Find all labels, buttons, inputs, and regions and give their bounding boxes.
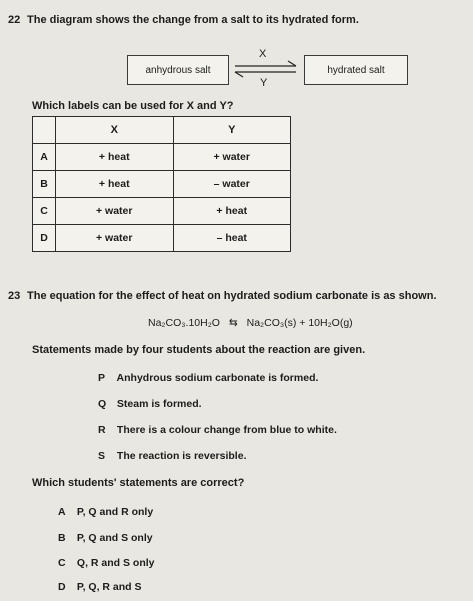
option-letter: A [58,506,66,518]
q22-number: 22 [8,14,21,26]
statement-letter: S [98,450,106,462]
table-row [33,225,291,252]
table-row [33,144,291,171]
statement-q [98,398,202,410]
y-label: + heat [173,198,291,225]
equation-rhs: Na₂CO₃(s) + 10H₂O(g) [246,317,353,329]
reversible-arrow-icon: ⇆ [228,317,238,329]
statement-letter: P [98,372,106,384]
option-text: P, Q and S only [76,532,153,544]
x-label: + heat [56,171,174,198]
hydrated-salt-box [304,55,408,85]
statement-text: There is a colour change from blue to white. [116,424,337,436]
arrow-label-x: X [259,48,267,60]
answer-table [32,116,291,252]
table-header-row [33,117,291,144]
option-letter: C [33,198,56,225]
statement-s [98,450,246,462]
option-a[interactable] [58,506,153,518]
option-text: Q, R and S only [76,557,155,569]
statement-text: Anhydrous sodium carbonate is formed. [116,372,319,384]
statement-letter: Q [98,398,107,410]
y-label: + water [173,144,291,171]
statement-p [98,372,318,384]
q22-text: The diagram shows the change from a salt to its hydrated form. [27,14,359,26]
statement-text: Steam is formed. [116,398,202,410]
table-header: Y [173,117,291,144]
option-c[interactable] [58,557,155,569]
option-d[interactable] [58,581,142,593]
q23-intro: Statements made by four students about the reaction are given. [32,344,366,356]
x-label: + water [56,198,174,225]
x-label: + water [56,225,174,252]
arrow-label-y: Y [260,77,268,89]
table-row [33,198,291,225]
statement-r [98,424,337,436]
y-label: – water [173,171,291,198]
q23-question: Which students' statements are correct? [32,477,245,489]
anhydrous-salt-label: anhydrous salt [145,64,211,76]
option-letter: C [58,557,66,569]
q22-prompt: Which labels can be used for X and Y? [32,100,234,112]
equation-lhs: Na₂CO₃.10H₂O [148,317,220,329]
option-letter: B [58,532,66,544]
hydrated-salt-label: hydrated salt [327,64,385,76]
statement-text: The reaction is reversible. [116,450,247,462]
option-b[interactable] [58,532,153,544]
table-header: X [56,117,174,144]
x-label: + heat [56,144,174,171]
option-letter: D [58,581,66,593]
option-text: P, Q and R only [76,506,154,518]
option-letter: A [33,144,56,171]
q23-number: 23 [8,290,21,302]
option-letter: D [33,225,56,252]
y-label: – heat [173,225,291,252]
option-text: P, Q, R and S [76,581,142,593]
statement-letter: R [98,424,106,436]
q23-text: The equation for the effect of heat on hydrated sodium carbonate is as shown. [27,290,437,302]
table-row [33,171,291,198]
table-header [33,117,56,144]
reaction-equation [148,317,353,329]
anhydrous-salt-box [127,55,229,85]
option-letter: B [33,171,56,198]
